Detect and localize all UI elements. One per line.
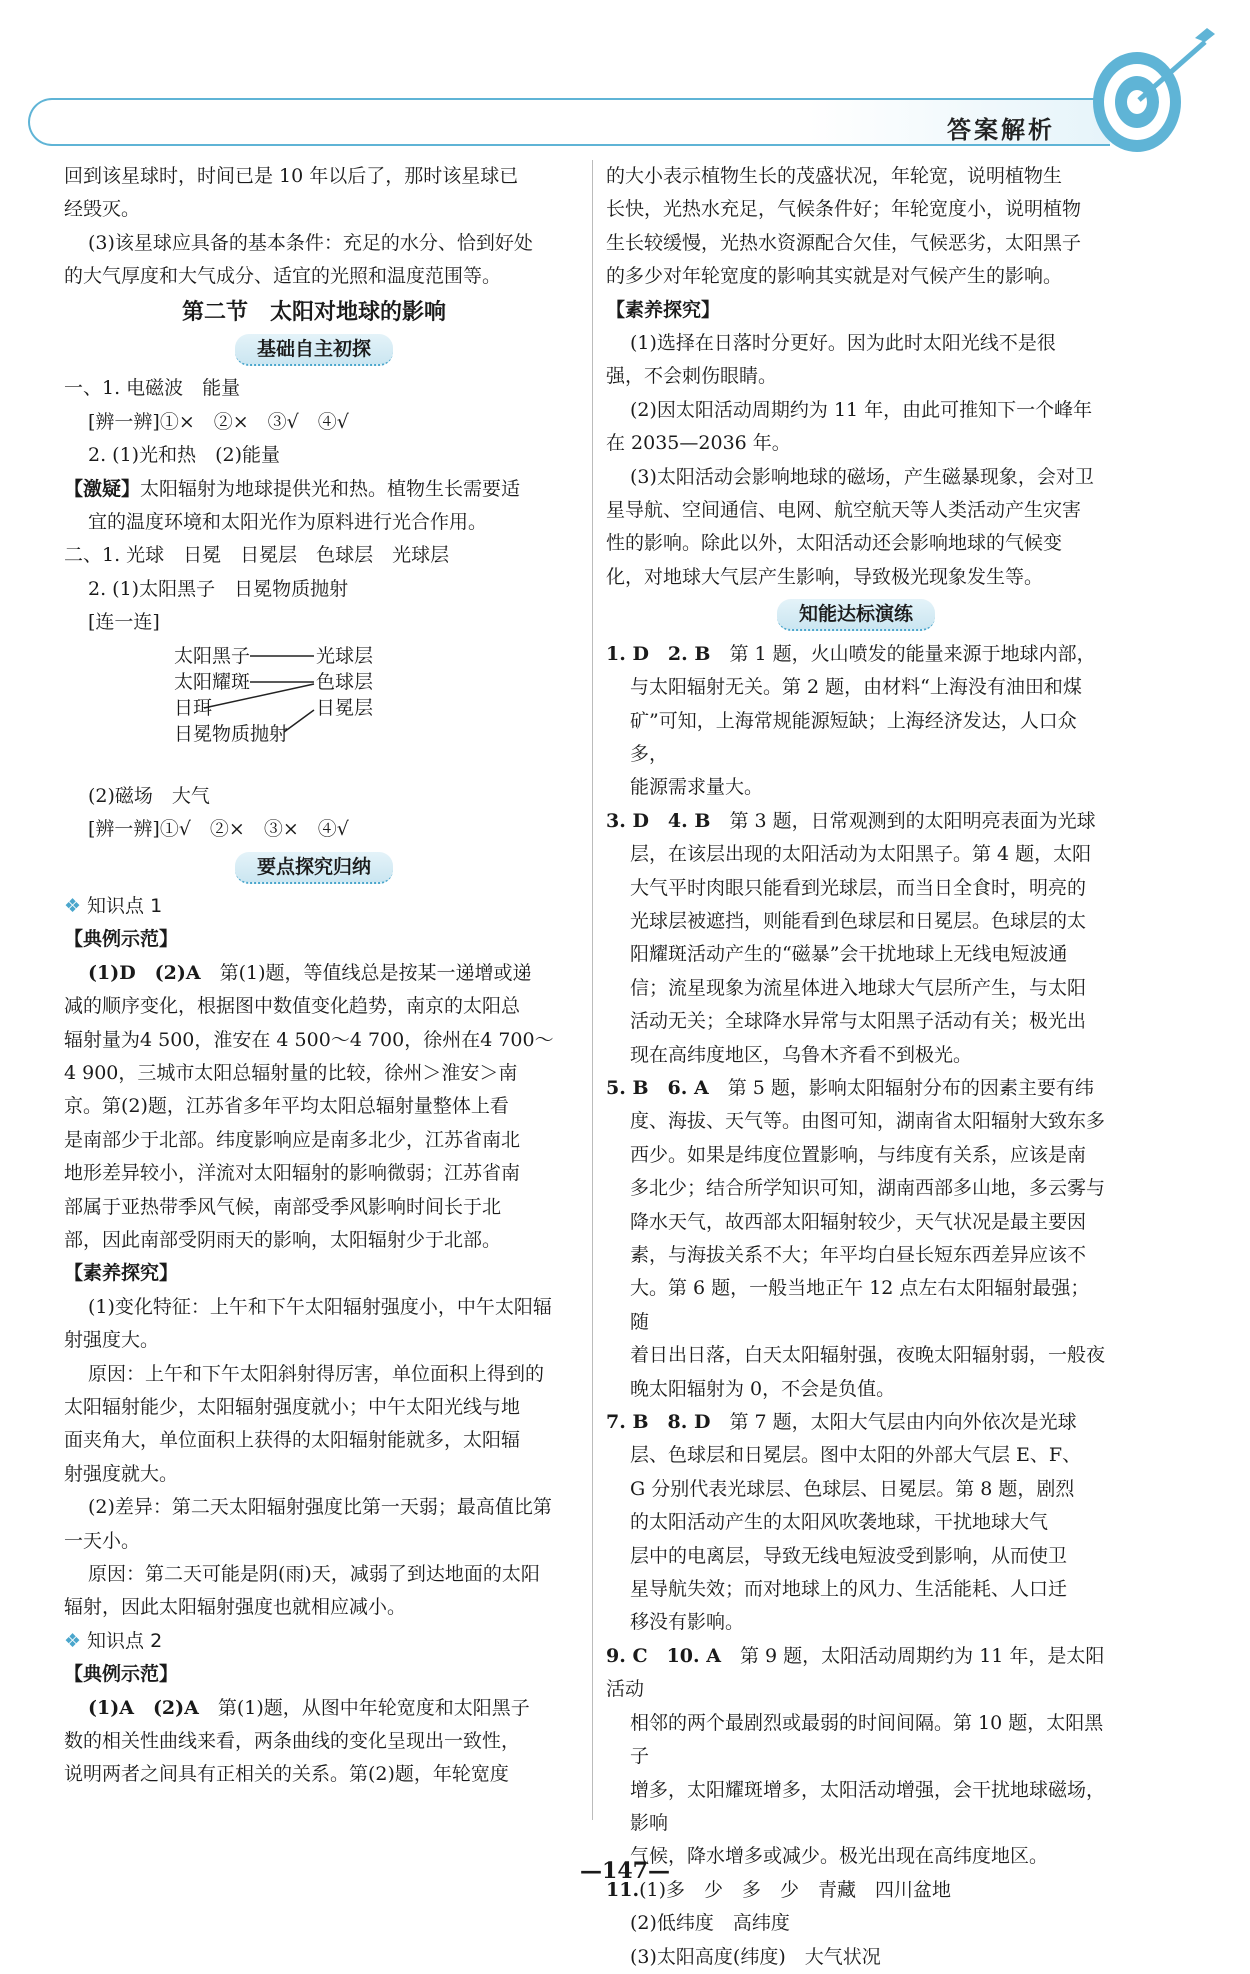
text-line: 阳耀斑活动产生的“磁暴”会干扰地球上无线电短波通 <box>630 943 1068 966</box>
text-line: 增多，太阳耀斑增多，太阳活动增强，会干扰地球磁场，影响 <box>630 1778 1106 1834</box>
text-line: 第 9 题，太阳活动周期约为 11 年，是太阳活动 <box>606 1644 1105 1701</box>
text-line: G 分别代表光球层、色球层、日冕层。第 8 题，剧烈 <box>630 1477 1075 1500</box>
text-line: 部属于亚热带季风气候，南部受季风影响时间长于北 <box>64 1195 502 1218</box>
text-line: 2. (1)光和热 (2)能量 <box>88 444 280 467</box>
text-line: 西少。如果是纬度位置影响，与纬度有关系，应该是南 <box>630 1143 1087 1166</box>
page-number: —147— <box>580 1858 670 1884</box>
text-line: 的太阳活动产生的太阳风吹袭地球，干扰地球大气 <box>630 1511 1049 1534</box>
text-line: 第 1 题，火山喷发的能量来源于地球内部， <box>710 642 1096 665</box>
left-column <box>64 160 564 1792</box>
answer-key: 9. C 10. A <box>606 1644 721 1667</box>
text-line: 太阳辐射能少，太阳辐射强度就小；中午太阳光线与地 <box>64 1396 521 1418</box>
text-line: 一、1. 电磁波 能量 <box>64 377 241 400</box>
text-line: 数的相关性曲线来看，两条曲线的变化呈现出一致性， <box>64 1730 521 1753</box>
text-line: (3)该星球应具备的基本条件：充足的水分、恰到好处 <box>88 231 533 254</box>
diamond-icon: ❖ <box>64 894 82 917</box>
text-line: 信；流星现象为流星体进入地球大气层所产生，与太阳 <box>630 976 1087 999</box>
text-line: 能源需求量大。 <box>630 776 764 799</box>
text-line: 是南部少于北部。纬度影响应是南多北少，江苏省南北 <box>64 1128 521 1151</box>
text-line: [连一连] <box>88 611 160 634</box>
text-line: 层，在该层出现的太阳活动为太阳黑子。第 4 题，太阳 <box>630 843 1092 866</box>
text-line: 太阳辐射为地球提供光和热。植物生长需要适 <box>140 477 521 500</box>
match-right-item: 日冕层 <box>316 696 374 719</box>
text-line: 经毁灭。 <box>64 198 141 221</box>
text-line: 层、色球层和日冕层。图中太阳的外部大气层 E、F、 <box>630 1444 1082 1467</box>
text-line: 强，不会刺伤眼睛。 <box>606 365 778 388</box>
text-line: 性的影响。除此以外，太阳活动还会影响地球的气候变 <box>606 532 1063 555</box>
section-title: 第二节 太阳对地球的影响 <box>181 298 446 325</box>
answer-key: (1)A (2)A <box>88 1696 199 1719</box>
match-left-item: 太阳黑子 <box>174 644 251 667</box>
answer-key: (1)D (2)A <box>88 961 201 984</box>
match-left-item: 日珥 <box>174 696 213 719</box>
matching-diagram <box>174 640 564 780</box>
knowledge-point-title: 知识点 1 <box>87 894 163 917</box>
text-line: (1)变化特征：上午和下午太阳辐射强度小，中午太阳辐 <box>88 1295 552 1318</box>
match-right-item: 色球层 <box>316 670 374 693</box>
text-line: 说明两者之间具有正相关的关系。第(2)题，年轮宽度 <box>64 1763 509 1786</box>
text-line: 原因：上午和下午太阳斜射得厉害，单位面积上得到的 <box>88 1362 545 1385</box>
text-line: 原因：第二天可能是阴(雨)天，减弱了到达地面的太阳 <box>88 1563 540 1586</box>
text-line: (1)选择在日落时分更好。因为此时太阳光线不是很 <box>630 332 1056 355</box>
label-suyang: 【素养探究】 <box>64 1262 179 1285</box>
label-suyang: 【素养探究】 <box>606 298 721 321</box>
knowledge-point-title: 知识点 2 <box>87 1629 163 1652</box>
text-line: 第(1)题，从图中年轮宽度和太阳黑子 <box>198 1696 530 1719</box>
text-line: 京。第(2)题，江苏省多年平均太阳总辐射量整体上看 <box>64 1095 509 1118</box>
text-line: 光球层被遮挡，则能看到色球层和日冕层。色球层的太 <box>630 909 1087 932</box>
text-line: 第 3 题，日常观测到的太阳明亮表面为光球 <box>710 809 1096 832</box>
text-line: (2)磁场 大气 <box>88 784 210 807</box>
text-line: 活动无关；全球降水异常与太阳黑子活动有关；极光出 <box>630 1010 1087 1033</box>
answer-key: 3. D 4. B <box>606 809 711 832</box>
text-line: (3)太阳高度(纬度) 大气状况 <box>630 1945 881 1968</box>
text-line: (2)因太阳活动周期约为 11 年，由此可推知下一个峰年 <box>630 398 1093 421</box>
text-line: 部，因此南部受阴雨天的影响，太阳辐射少于北部。 <box>64 1228 502 1251</box>
text-line: 宜的温度环境和太阳光作为原料进行光合作用。 <box>88 511 488 534</box>
text-line: 生长较缓慢，光热水资源配合欠佳，气候恶劣，太阳黑子 <box>606 231 1082 254</box>
text-line: 减的顺序变化，根据图中数值变化趋势，南京的太阳总 <box>64 995 521 1018</box>
answer-key: 5. B 6. A <box>606 1076 709 1099</box>
match-left-item: 日冕物质抛射 <box>174 722 289 745</box>
text-line: 星导航失效；而对地球上的风力、生活能耗、人口迁 <box>630 1578 1068 1601</box>
text-line: 化，对地球大气层产生影响，导致极光现象发生等。 <box>606 565 1044 588</box>
page-header <box>0 0 1250 160</box>
text-line: 移没有影响。 <box>630 1611 745 1634</box>
text-line: 大气平时肉眼只能看到光球层，而当日全食时，明亮的 <box>630 876 1087 899</box>
diamond-icon: ❖ <box>64 1629 82 1652</box>
match-left-item: 太阳耀斑 <box>174 670 251 693</box>
label-jiyi: 【激疑】 <box>64 477 141 500</box>
text-line: 第 5 题，影响太阳辐射分布的因素主要有纬 <box>708 1076 1094 1099</box>
answer-key: 7. B 8. D <box>606 1411 711 1434</box>
text-line: 第 7 题，太阳大气层由内向外依次是光球 <box>710 1411 1077 1434</box>
text-line: 的大小表示植物生长的茂盛状况，年轮宽，说明植物生 <box>606 165 1063 187</box>
text-line: 与太阳辐射无关。第 2 题，由材料“上海没有油田和煤 <box>630 676 1082 699</box>
text-line: (2)低纬度 高纬度 <box>630 1912 790 1935</box>
text-line: 大。第 6 题，一般当地正午 12 点左右太阳辐射最强；随 <box>630 1277 1090 1333</box>
text-line: 星导航、空间通信、电网、航空航天等人类活动产生灾害 <box>606 499 1082 522</box>
text-line: 射强度就大。 <box>64 1462 179 1485</box>
match-right-item: 光球层 <box>316 644 374 667</box>
column-divider <box>592 160 593 1820</box>
text-line: (3)太阳活动会影响地球的磁场，产生磁暴现象，会对卫 <box>630 465 1094 488</box>
header-title: 答案解析 <box>947 116 1055 144</box>
text-line: 着日出日落，白天太阳辐射强，夜晚太阳辐射弱，一般夜 <box>630 1344 1106 1367</box>
subsection-pill: 知能达标演练 <box>777 599 935 631</box>
text-line: 面夹角大，单位面积上获得的太阳辐射能就多，太阳辐 <box>64 1429 521 1452</box>
text-line: 多北少；结合所学知识可知，湖南西部多山地，多云雾与 <box>630 1177 1106 1200</box>
text-line: 度、海拔、天气等。由图可知，湖南省太阳辐射大致东多 <box>630 1110 1106 1133</box>
text-line: 在 2035—2036 年。 <box>606 432 791 455</box>
subsection-pill: 基础自主初探 <box>235 334 393 366</box>
text-line: 晚太阳辐射为 0，不会是负值。 <box>630 1377 896 1400</box>
text-line: 层中的电离层，导致无线电短波受到影响，从而使卫 <box>630 1544 1068 1567</box>
text-line: (2)差异：第二天太阳辐射强度比第一天弱；最高值比第 <box>88 1496 552 1519</box>
text-line: (1)多 少 多 少 青藏 四川盆地 <box>639 1878 951 1901</box>
text-line: [辨一辨]①× ②× ③√ ④√ <box>88 410 349 433</box>
text-line: 射强度大。 <box>64 1329 160 1352</box>
text-line: 的大气厚度和大气成分、适宜的光照和温度范围等。 <box>64 265 502 288</box>
text-line: 气候，降水增多或减少。极光出现在高纬度地区。 <box>630 1845 1049 1868</box>
text-line: 4 900，三城市太阳总辐射量的比较，徐州＞淮安＞南 <box>64 1061 518 1084</box>
text-line: 辐射，因此太阳辐射强度也就相应减小。 <box>64 1596 407 1619</box>
text-line: 辐射量为4 500，淮安在 4 500～4 700，徐州在4 700～ <box>64 1028 554 1051</box>
answer-key: 1. D 2. B <box>606 642 711 665</box>
subsection-pill: 要点探究归纳 <box>235 852 393 884</box>
text-line: 二、1. 光球 日冕 日冕层 色球层 光球层 <box>64 544 450 567</box>
text-line: 相邻的两个最剧烈或最弱的时间间隔。第 10 题，太阳黑子 <box>630 1711 1104 1768</box>
text-line: 地形差异较小，洋流对太阳辐射的影响微弱；江苏省南 <box>64 1162 521 1185</box>
target-arrow-icon <box>1075 20 1225 170</box>
text-line: 第(1)题，等值线总是按某一递增或递 <box>200 961 532 984</box>
text-line: 回到该星球时，时间已是 10 年以后了，那时该星球已 <box>64 165 519 187</box>
text-line: 矿”可知，上海常规能源短缺；上海经济发达，人口众多， <box>630 709 1077 765</box>
text-line: 素，与海拔关系不大；年平均白昼长短东西差异应该不 <box>630 1244 1087 1266</box>
text-line: 的多少对年轮宽度的影响其实就是对气候产生的影响。 <box>606 265 1063 288</box>
text-line: 2. (1)太阳黑子 日冕物质抛射 <box>88 577 349 600</box>
text-line: 降水天气，故西部太阳辐射较少，天气状况是最主要因 <box>630 1210 1087 1233</box>
text-line: 现在高纬度地区，乌鲁木齐看不到极光。 <box>630 1043 973 1066</box>
right-column <box>606 160 1106 1974</box>
label-dianli: 【典例示范】 <box>64 1663 179 1686</box>
text-line: [辨一辨]①√ ②× ③× ④√ <box>88 818 349 841</box>
answer-key: 11. <box>606 1878 640 1901</box>
text-line: 一天小。 <box>64 1529 141 1552</box>
text-line: 长快，光热水充足，气候条件好；年轮宽度小，说明植物 <box>606 198 1082 221</box>
label-dianli: 【典例示范】 <box>64 928 179 951</box>
